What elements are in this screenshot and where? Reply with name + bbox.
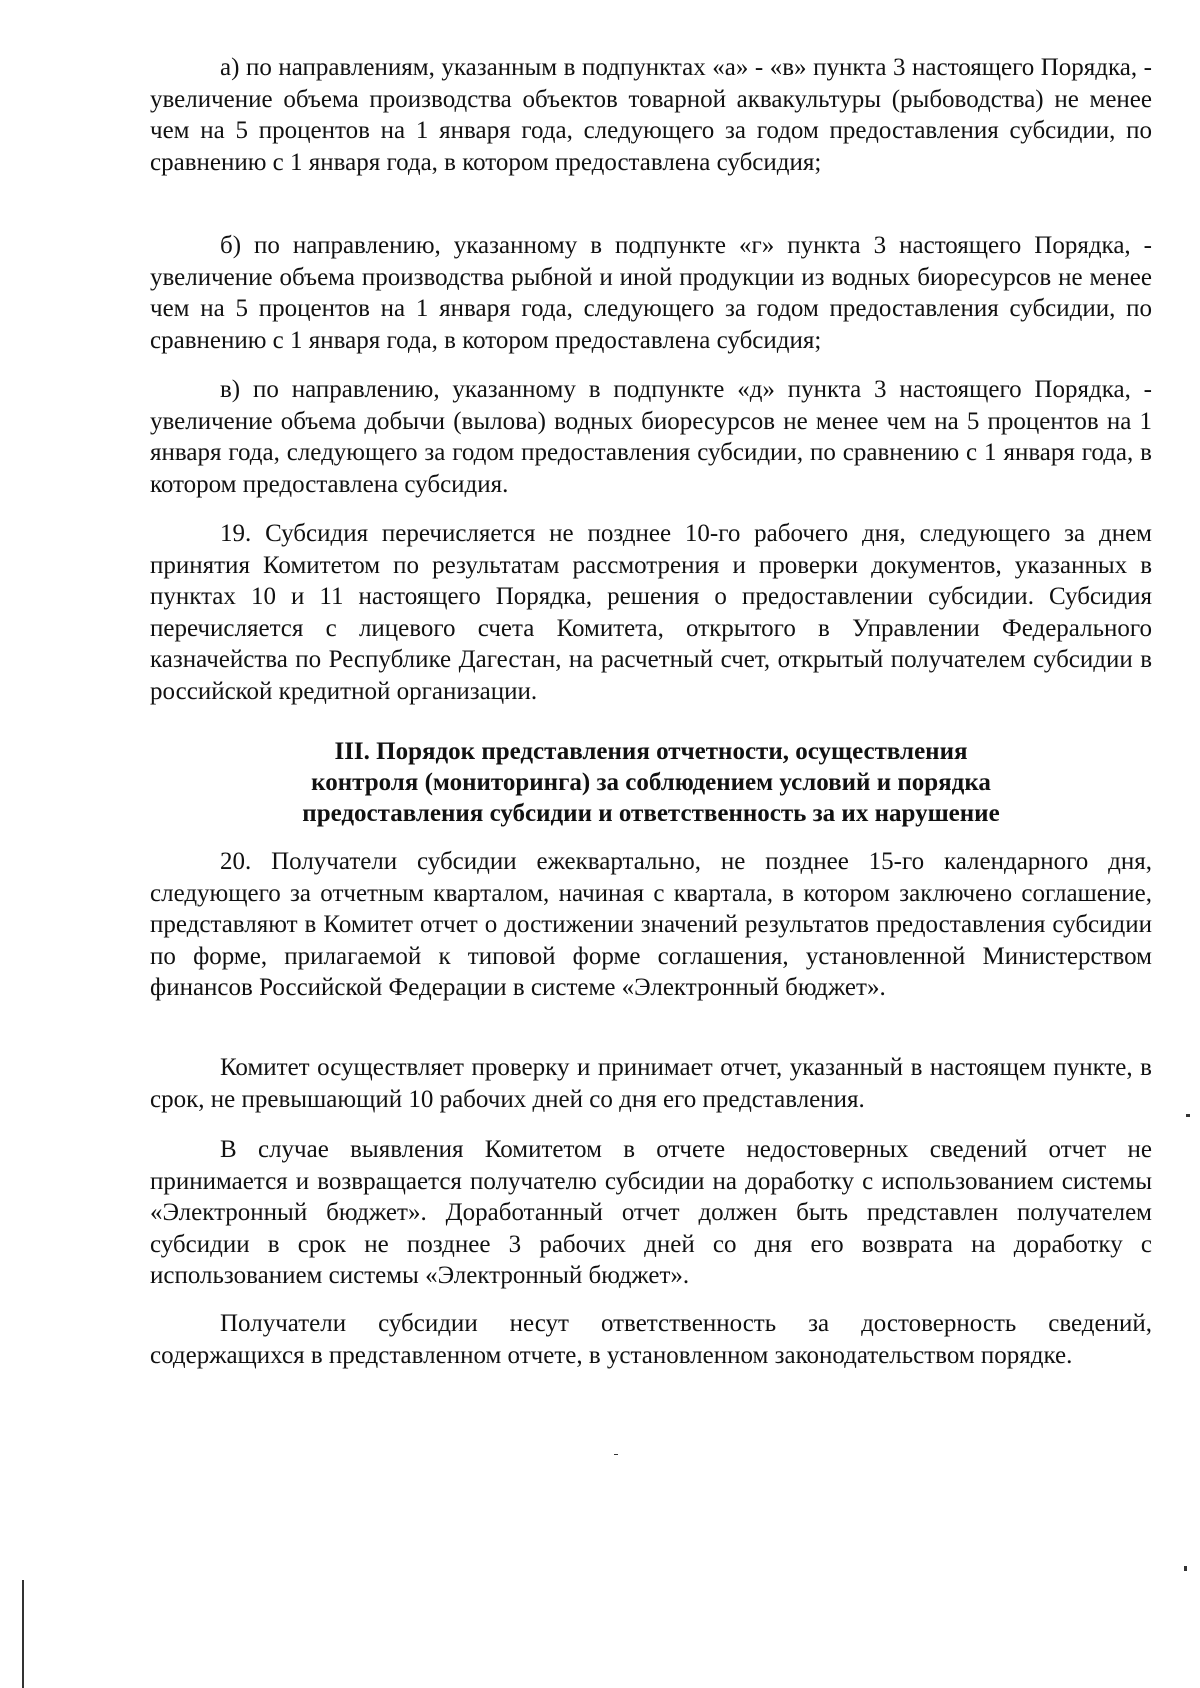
section-heading-line-3: предоставления субсидии и ответственность за их нарушение (302, 800, 1000, 827)
paragraph-20-rework: В случае выявления Комитетом в отчете недостоверных сведений отчет не принимается и возвращается получателю субсидии на доработку с использованием системы «Электронный бюджет». Доработанный отчет должен быть представлен получателем субсидии в срок не позднее 3 рабочих дней со дня его возврата на доработку с использованием системы «Электронный бюджет». (150, 1136, 1152, 1290)
paragraph-19: 19. Субсидия перечисляется не позднее 10-го рабочего дня, следующего за днем принятия Комитетом по результатам рассмотрения и проверки документов, указанных в пунктах 10 и 11 настоящего Порядка, решения о предоставлении субсидии. Субсидия перечисляется с лицевого счета Комитета, открытого в Управлении Федерального казначейства по Республике Дагестан, на расчетный счет, открытый получателем субсидии в российской кредитной организации. (150, 520, 1152, 705)
paragraph-18c: в) по направлению, указанному в подпункте «д» пункта 3 настоящего Порядка, - увеличение объема добычи (вылова) водных биоресурсов не менее чем на 5 процентов на 1 января года, следующего за годом предоставления субсидии, по сравнению с 1 января года, в котором предоставлена субсидия. (150, 376, 1152, 498)
scan-speck (1184, 1566, 1187, 1571)
scan-edge-mark (22, 1580, 24, 1688)
paragraph-20-review: Комитет осуществляет проверку и принимает отчет, указанный в настоящем пункте, в срок, не превышающий 10 рабочих дней со дня его представления. (150, 1054, 1152, 1113)
paragraph-18a: а) по направлениям, указанным в подпунктах «а» - «в» пункта 3 настоящего Порядка, - увеличение объема производства объектов товарной аквакультуры (рыбоводства) не менее чем на 5 процентов на 1 января года, следующего за годом предоставления субсидии, по сравнению с 1 января года, в котором предоставлена субсидия; (150, 54, 1152, 176)
paragraph-18b: б) по направлению, указанному в подпункте «г» пункта 3 настоящего Порядка, - увеличение объема производства рыбной и иной продукции из водных биоресурсов не менее чем на 5 процентов на 1 января года, следующего за годом предоставления субсидии, по сравнению с 1 января года, в котором предоставлена субсидия; (150, 232, 1152, 354)
section-heading-line-2: контроля (мониторинга) за соблюдением условий и порядка (311, 769, 991, 796)
section-heading (150, 736, 1152, 829)
paragraph-20: 20. Получатели субсидии ежеквартально, не позднее 15-го календарного дня, следующего за отчетным кварталом, начиная с квартала, в котором заключено соглашение, представляют в Комитет отчет о достижении значений результатов предоставления субсидии по форме, прилагаемой к типовой форме соглашения, установленной Министерством финансов Российской Федерации в системе «Электронный бюджет». (150, 848, 1152, 1002)
scan-speck (614, 1454, 618, 1455)
scan-speck (1186, 1114, 1190, 1117)
paragraph-20-responsibility: Получатели субсидии несут ответственность за достоверность сведений, содержащихся в представленном отчете, в установленном законодательством порядке. (150, 1310, 1152, 1369)
section-heading-line-1: III. Порядок представления отчетности, осуществления (334, 738, 968, 765)
